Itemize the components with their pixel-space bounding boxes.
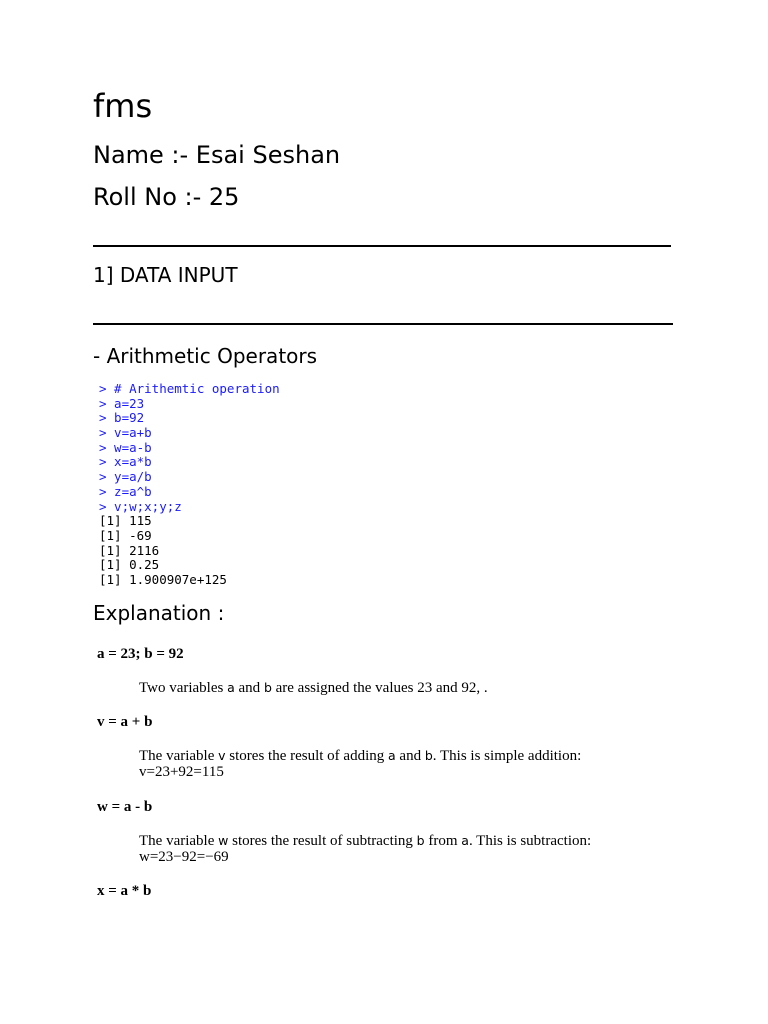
- divider-top: [93, 245, 671, 247]
- text-segment: . This is subtraction:: [468, 833, 592, 849]
- inline-code: v: [218, 748, 226, 763]
- equation-line: w=23−92=−69: [139, 849, 229, 865]
- r-console-screenshot: [99, 382, 280, 588]
- console-command: > v=a+b: [99, 425, 152, 441]
- console-output: [1] 0.25: [99, 557, 160, 573]
- document-title: fms: [93, 87, 153, 125]
- section-title: 1] DATA INPUT: [93, 263, 238, 287]
- text-segment: stores the result of adding: [225, 748, 388, 764]
- console-output: [1] 2116: [99, 542, 160, 558]
- explanation-item-heading: a = 23; b = 92: [97, 646, 184, 662]
- console-command: > z=a^b: [99, 483, 152, 499]
- explanation-item-text: [139, 832, 591, 850]
- equation-line: v=23+92=115: [139, 764, 224, 780]
- console-command: > y=a/b: [99, 469, 152, 485]
- inline-code: w: [218, 833, 229, 848]
- console-output: [1] -69: [99, 527, 152, 543]
- roll-number: Roll No :- 25: [93, 183, 240, 211]
- explanation-item-text: [139, 679, 488, 697]
- text-segment: from: [424, 833, 462, 849]
- inline-code: a: [227, 680, 235, 695]
- explanation-heading: Explanation :: [93, 601, 225, 625]
- divider-bottom: [93, 323, 673, 325]
- console-command: > w=a-b: [99, 439, 152, 455]
- inline-code: a: [461, 833, 469, 848]
- console-command: > x=a*b: [99, 454, 152, 470]
- explanation-item-text: [139, 747, 581, 765]
- text-segment: are assigned the values 23 and 92, .: [271, 680, 488, 696]
- text-segment: The variable: [139, 833, 219, 849]
- inline-code: b: [424, 748, 433, 763]
- subsection-title: - Arithmetic Operators: [93, 344, 318, 368]
- console-command: > a=23: [99, 395, 145, 411]
- explanation-item-heading: v = a + b: [97, 714, 153, 730]
- explanation-item-heading: w = a - b: [97, 799, 153, 815]
- inline-code: b: [263, 680, 272, 695]
- console-command: > # Arithemtic operation: [99, 381, 280, 396]
- text-segment: and: [395, 748, 425, 764]
- text-segment: Two variables: [139, 680, 228, 696]
- inline-code: a: [388, 748, 396, 763]
- text-segment: . This is simple addition:: [432, 748, 582, 764]
- student-name: Name :- Esai Seshan: [93, 141, 341, 169]
- console-command: > v;w;x;y;z: [99, 498, 182, 514]
- text-segment: stores the result of subtracting: [228, 833, 417, 849]
- text-segment: and: [234, 680, 264, 696]
- console-output: [1] 115: [99, 513, 152, 529]
- console-command: > b=92: [99, 410, 145, 426]
- explanation-item-heading: x = a * b: [97, 883, 152, 899]
- inline-code: b: [416, 833, 425, 848]
- text-segment: The variable: [139, 748, 219, 764]
- console-output: [1] 1.900907e+125: [99, 571, 227, 587]
